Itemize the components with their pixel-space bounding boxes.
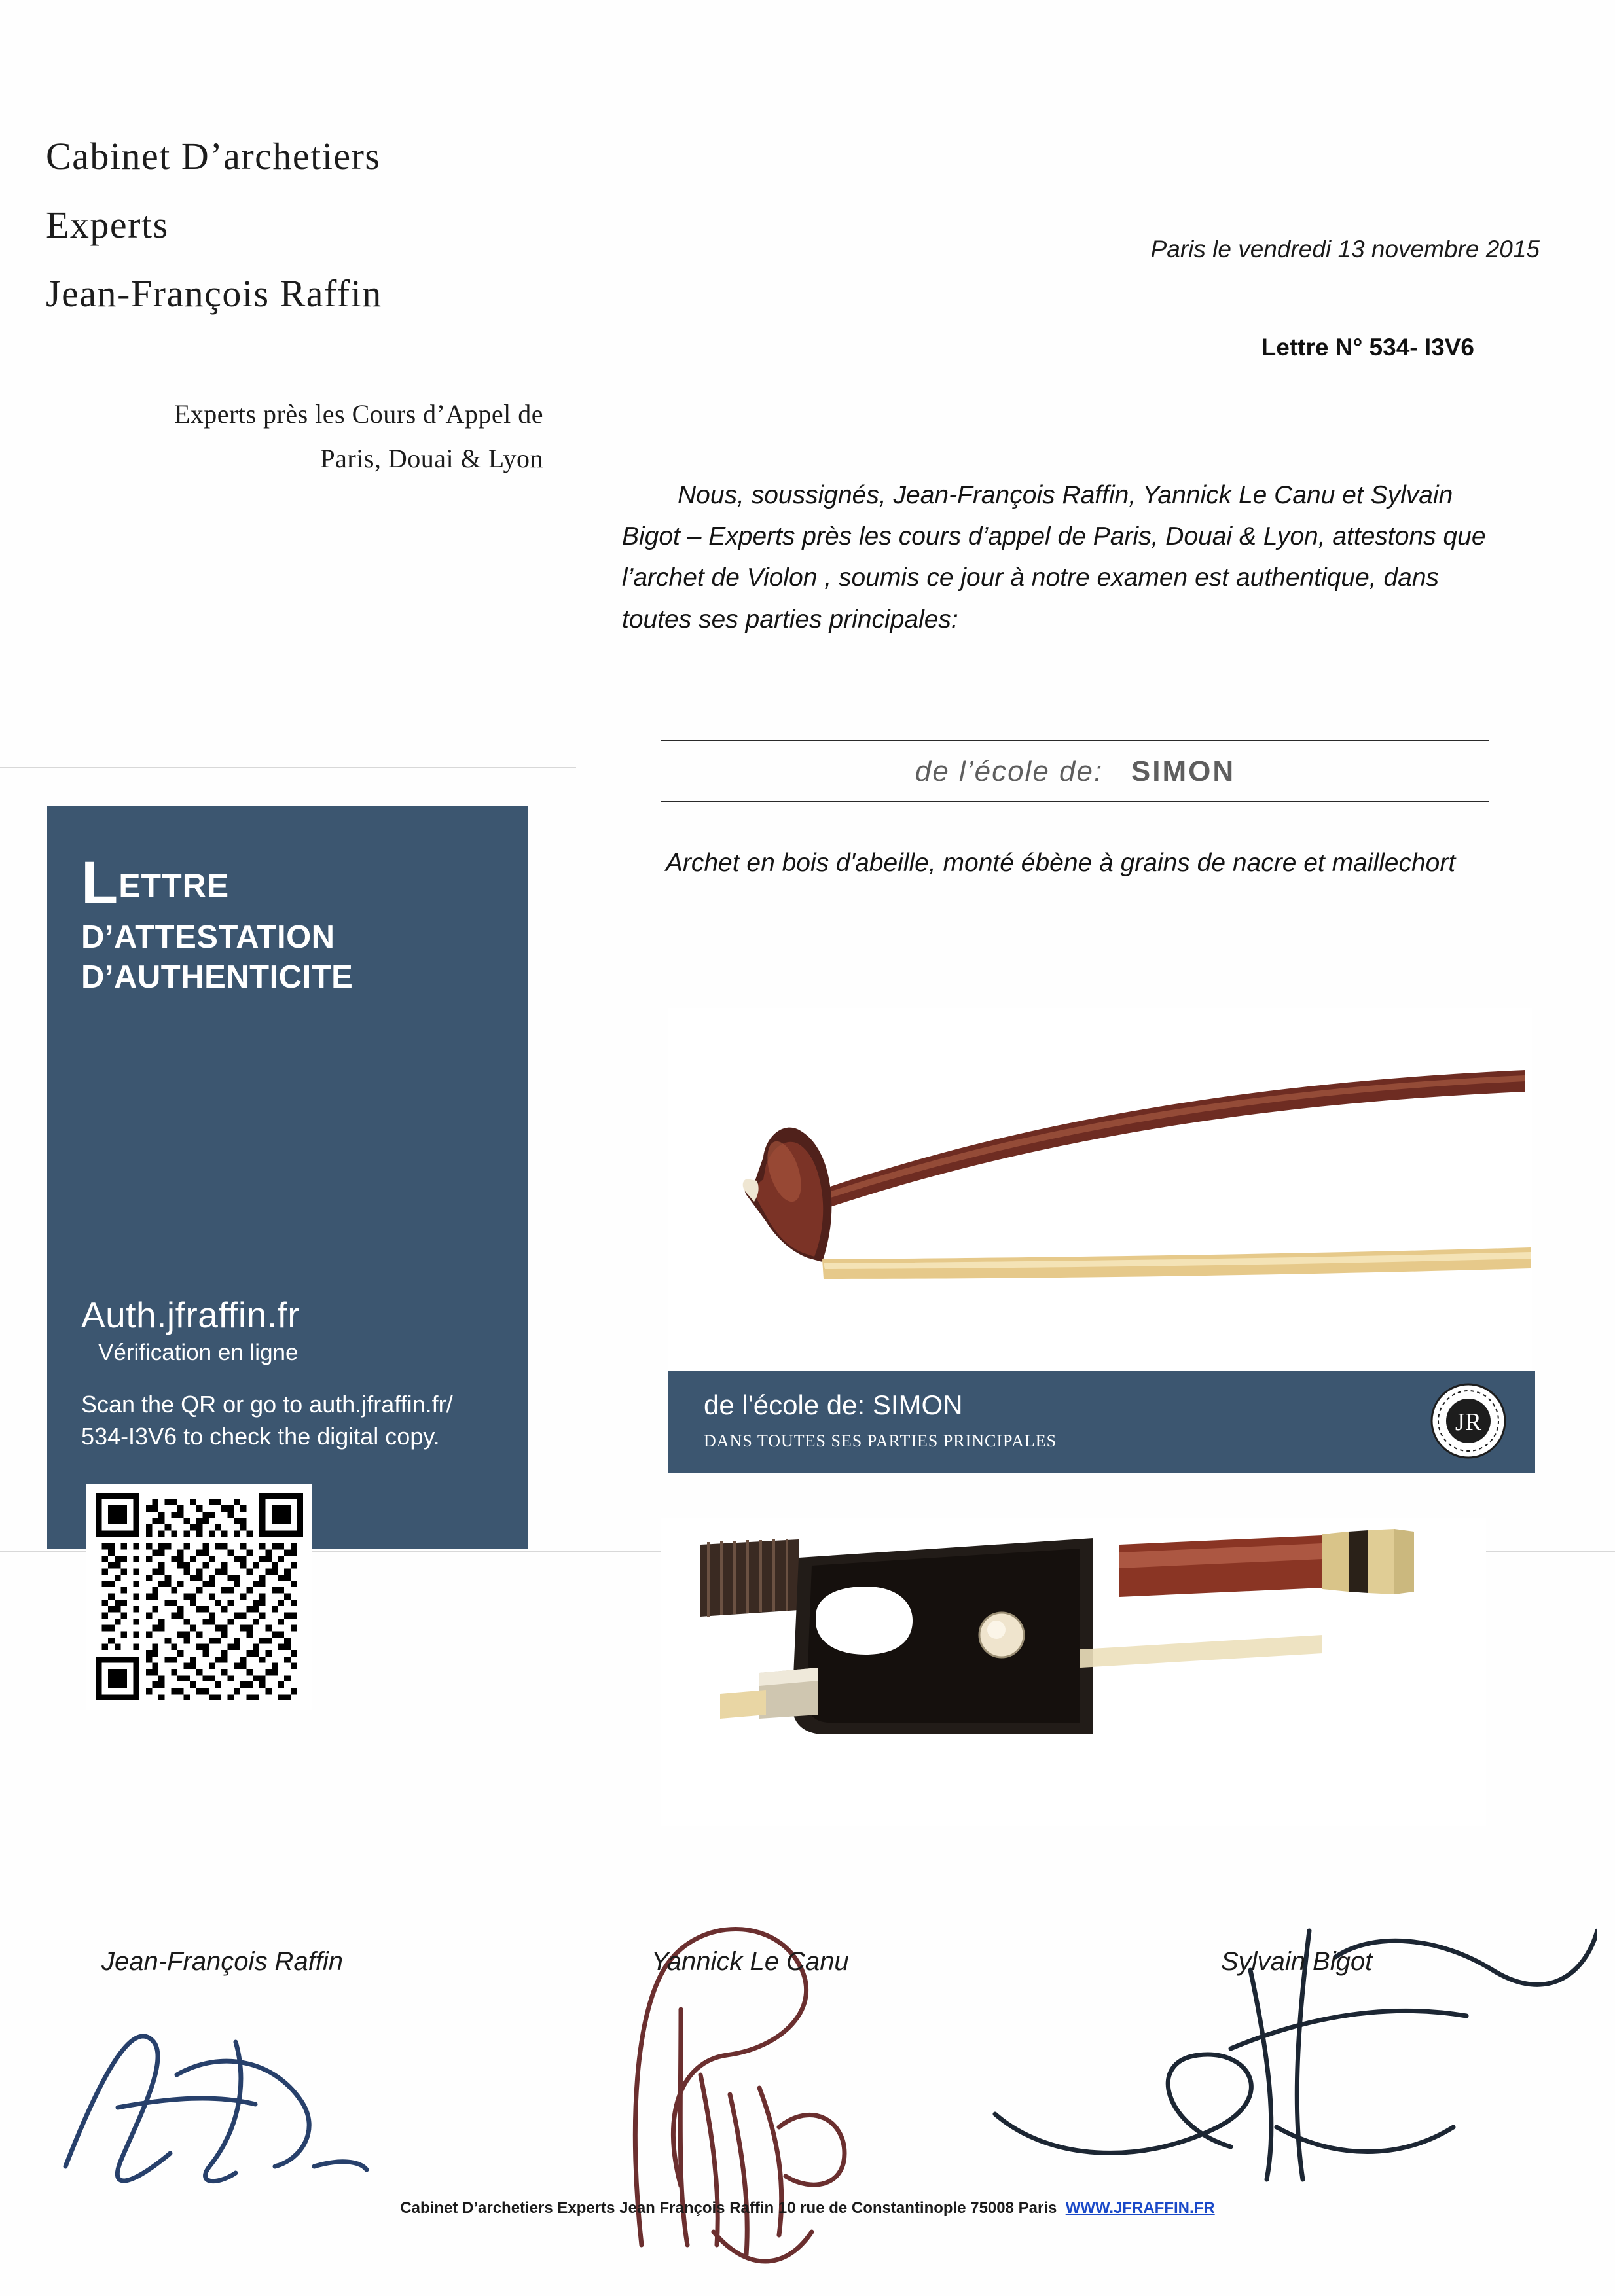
school-prefix: de l’école de: <box>915 755 1104 787</box>
signature-mark-lecanu <box>563 1878 982 2284</box>
attestation-paragraph <box>622 475 1506 640</box>
footer-address: Cabinet D’archetiers Experts Jean François Raffin 10 rue de Constantinople 75008 Paris <box>400 2199 1057 2217</box>
letterhead <box>46 134 583 479</box>
attestation-paragraph-text: Nous, soussignés, Jean-François Raffin, Yannick Le Canu et Sylvain Bigot – Experts près les cours d’appel de Paris, Douai & Lyon, attestons que l’archet de Violon , soumis ce jour à notre examen est authentique, dans toutes ses parties principales: <box>622 481 1486 634</box>
card-subtitle-line-1: D’ATTESTATION <box>81 920 335 955</box>
raffin-monogram-stamp-icon <box>1429 1382 1508 1460</box>
card-title <box>81 850 230 916</box>
photo-label-bar <box>668 1371 1535 1473</box>
letterhead-line-2: Experts <box>46 204 169 246</box>
signatory-name-3: Sylvain Bigot <box>1221 1947 1373 1976</box>
document-date: Paris le vendredi 13 novembre 2015 <box>1150 236 1540 262</box>
school-rule-bottom <box>661 801 1489 802</box>
bow-tip-photo <box>668 1008 1532 1374</box>
card-subtitle <box>81 918 353 998</box>
school-attribution <box>661 741 1489 801</box>
school-name: SIMON <box>1131 755 1236 787</box>
photo-label-parts: DANS TOUTES SES PARTIES PRINCIPALES <box>704 1431 1057 1450</box>
signature-mark-bigot <box>969 1852 1597 2206</box>
letter-number: Lettre N° 534- I3V6 <box>1261 334 1474 361</box>
letterhead-subtitle-1: Experts près les Cours d’Appel de <box>173 399 543 429</box>
letterhead-line-3: Jean-François Raffin <box>46 272 382 315</box>
bow-description: Archet en bois d'abeille, monté ébène à grains de nacre et maillechort <box>665 849 1456 877</box>
letterhead-subtitle-2: Paris, Douai & Lyon <box>320 444 543 473</box>
footer-website-link[interactable]: WWW.JFRAFFIN.FR <box>1065 2199 1215 2217</box>
scan-fold-line-upper <box>0 767 576 768</box>
footer <box>0 2199 1615 2217</box>
school-attribution-block <box>661 740 1489 802</box>
verification-caption: Vérification en ligne <box>98 1340 299 1365</box>
letterhead-line-1: Cabinet D’archetiers <box>46 135 381 177</box>
signatory-name-2: Yannick Le Canu <box>651 1947 849 1976</box>
verification-url[interactable]: Auth.jfraffin.fr <box>81 1295 300 1335</box>
qr-code-icon[interactable] <box>86 1484 312 1710</box>
photo-label-school: de l'école de: SIMON <box>704 1390 963 1420</box>
authenticity-card <box>47 806 528 1549</box>
card-title-rest: ETTRE <box>118 867 230 904</box>
scan-instructions: Scan the QR or go to auth.jfraffin.fr/ 534-I3V6 to check the digital copy. <box>81 1391 453 1450</box>
signature-mark-raffin <box>39 1970 498 2206</box>
bow-frog-photo <box>661 1518 1486 1826</box>
signatory-name-1: Jean-François Raffin <box>101 1947 344 1976</box>
svg-text:JR: JR <box>1455 1408 1482 1436</box>
card-subtitle-line-2: D’AUTHENTICITE <box>81 960 354 996</box>
card-title-dropcap: L <box>81 850 119 916</box>
